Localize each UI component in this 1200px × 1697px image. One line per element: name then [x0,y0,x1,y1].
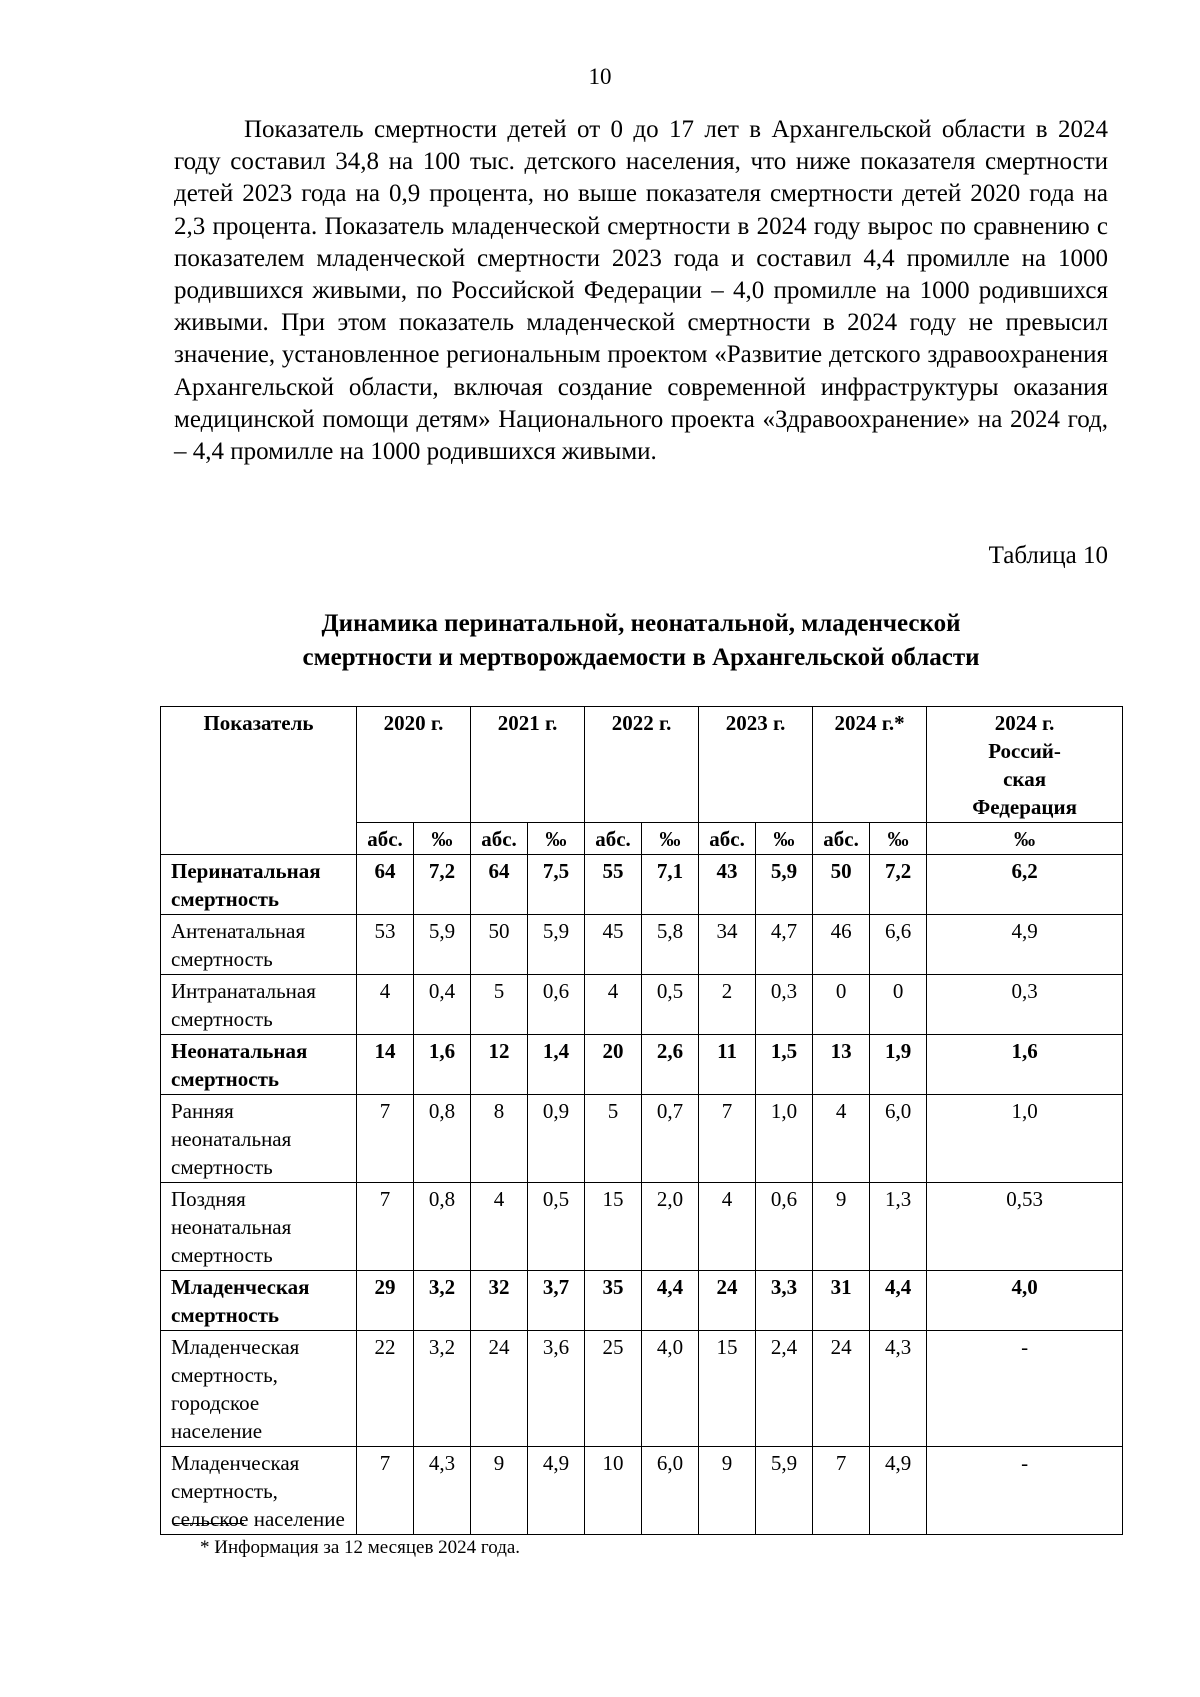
cell-russia: - [927,1447,1123,1535]
page-number: 10 [588,64,612,89]
row-label: Младенческая смертность, городское население [161,1331,357,1447]
cell-russia: 6,2 [927,855,1123,915]
header-russia-line-1: 2024 г. [994,711,1055,735]
cell-permille: 0,6 [528,975,585,1035]
row-label: Младенческая смертность, сельское население [161,1447,357,1535]
table-row [161,855,1123,915]
cell-permille: 2,6 [642,1035,699,1095]
header-year-2024: 2024 г.* [813,707,927,823]
cell-permille: 0,6 [756,1183,813,1271]
mortality-table [160,706,1123,1535]
cell-abs: 24 [699,1271,756,1331]
cell-abs: 7 [357,1183,414,1271]
table-row [161,1183,1123,1271]
row-label: Антенатальная смертность [161,915,357,975]
header-russia-line-4: Федерация [972,795,1077,819]
cell-permille: 3,2 [414,1331,471,1447]
cell-permille: 0,8 [414,1095,471,1183]
cell-permille: 1,4 [528,1035,585,1095]
cell-permille: 4,4 [642,1271,699,1331]
cell-permille: 5,9 [756,855,813,915]
body-paragraph: Показатель смертности детей от 0 до 17 лет в Архангельской области в 2024 году составил 34,8 на 100 тыс. детского населения, что ниже показателя смертности детей 2023 года на 0,9 процента, но выше показателя смертности детей 2020 года на 2,3 процента. Показатель младенческой смертности в 2024 году вырос по сравнению с показателем младенческой смертности 2023 года и составил 4,4 промилле на 1000 родившихся живыми, по Российской Федерации – 4,0 промилле на 1000 родившихся живыми. При этом показатель младенческой смертности в 2024 году не превысил значение, установленное региональным проектом «Развитие детского здравоохранения Архангельской области, включая создание современной инфраструктуры оказания медицинской помощи детям» Национального проекта «Здравоохранение» на 2024 год, – 4,4 промилле на 1000 родившихся живыми. [174,116,1108,466]
cell-abs: 4 [471,1183,528,1271]
cell-permille: 0,9 [528,1095,585,1183]
row-label: Поздняя неонатальная смертность [161,1183,357,1271]
cell-russia: 1,6 [927,1035,1123,1095]
footnote: * Информация за 12 месяцев 2024 года. [200,1537,521,1558]
cell-permille: 1,5 [756,1035,813,1095]
header-year-2023: 2023 г. [699,707,813,823]
cell-permille: 2,4 [756,1331,813,1447]
table-row [161,915,1123,975]
table-label: Таблица 10 [988,542,1108,569]
cell-abs: 24 [813,1331,870,1447]
row-label: Ранняя неонатальная смертность [161,1095,357,1183]
cell-permille: 5,9 [528,915,585,975]
cell-abs: 5 [471,975,528,1035]
cell-abs: 24 [471,1331,528,1447]
cell-abs: 4 [699,1183,756,1271]
cell-abs: 5 [585,1095,642,1183]
cell-abs: 10 [585,1447,642,1535]
cell-abs: 45 [585,915,642,975]
cell-permille: 0,4 [414,975,471,1035]
subheader-abs: абс. [813,823,870,855]
cell-abs: 29 [357,1271,414,1331]
cell-permille: 0,5 [642,975,699,1035]
table-row [161,1331,1123,1447]
table-row [161,1095,1123,1183]
cell-permille: 1,3 [870,1183,927,1271]
cell-permille: 6,0 [642,1447,699,1535]
table-title-line-2: смертности и мертворождаемости в Архангельской области [302,644,980,671]
cell-abs: 4 [357,975,414,1035]
cell-abs: 46 [813,915,870,975]
cell-abs: 7 [699,1095,756,1183]
cell-permille: 4,4 [870,1271,927,1331]
subheader-abs: абс. [357,823,414,855]
table-row [161,1447,1123,1535]
cell-abs: 2 [699,975,756,1035]
header-russia-line-2: Россий- [988,739,1061,763]
cell-permille: 6,0 [870,1095,927,1183]
cell-russia: 4,9 [927,915,1123,975]
subheader-permille: ‰ [642,823,699,855]
cell-permille: 7,5 [528,855,585,915]
cell-permille: 5,9 [414,915,471,975]
cell-abs: 9 [813,1183,870,1271]
cell-permille: 0,8 [414,1183,471,1271]
cell-permille: 1,9 [870,1035,927,1095]
cell-russia: 0,53 [927,1183,1123,1271]
cell-abs: 34 [699,915,756,975]
cell-permille: 6,6 [870,915,927,975]
cell-permille: 5,8 [642,915,699,975]
cell-abs: 0 [813,975,870,1035]
header-year-2021: 2021 г. [471,707,585,823]
subheader-permille: ‰ [414,823,471,855]
cell-abs: 15 [699,1331,756,1447]
footnote-divider [174,1523,244,1524]
row-label: Неонатальная смертность [161,1035,357,1095]
cell-permille: 5,9 [756,1447,813,1535]
cell-permille: 0 [870,975,927,1035]
cell-abs: 64 [471,855,528,915]
cell-permille: 7,1 [642,855,699,915]
cell-abs: 12 [471,1035,528,1095]
cell-permille: 3,7 [528,1271,585,1331]
cell-permille: 1,0 [756,1095,813,1183]
header-russia-2024 [927,707,1123,823]
cell-abs: 15 [585,1183,642,1271]
row-label: Интранатальная смертность [161,975,357,1035]
cell-abs: 4 [585,975,642,1035]
cell-abs: 50 [471,915,528,975]
cell-permille: 4,3 [870,1331,927,1447]
header-indicator: Показатель [161,707,357,855]
table-row [161,1271,1123,1331]
cell-permille: 4,9 [870,1447,927,1535]
header-year-2022: 2022 г. [585,707,699,823]
cell-permille: 0,3 [756,975,813,1035]
cell-abs: 7 [357,1447,414,1535]
cell-abs: 7 [813,1447,870,1535]
cell-abs: 35 [585,1271,642,1331]
cell-abs: 14 [357,1035,414,1095]
subheader-abs: абс. [699,823,756,855]
cell-russia: 0,3 [927,975,1123,1035]
cell-abs: 43 [699,855,756,915]
cell-permille: 0,5 [528,1183,585,1271]
cell-abs: 32 [471,1271,528,1331]
table-body [161,855,1123,1535]
cell-permille: 1,6 [414,1035,471,1095]
subheader-abs: абс. [471,823,528,855]
cell-abs: 25 [585,1331,642,1447]
cell-abs: 55 [585,855,642,915]
cell-permille: 0,7 [642,1095,699,1183]
cell-abs: 8 [471,1095,528,1183]
cell-abs: 50 [813,855,870,915]
header-year-2020: 2020 г. [357,707,471,823]
cell-permille: 4,3 [414,1447,471,1535]
cell-russia: - [927,1331,1123,1447]
table-row [161,1035,1123,1095]
row-label: Перинатальная смертность [161,855,357,915]
cell-permille: 7,2 [870,855,927,915]
table-row [161,975,1123,1035]
cell-permille: 3,3 [756,1271,813,1331]
cell-russia: 1,0 [927,1095,1123,1183]
cell-abs: 9 [471,1447,528,1535]
cell-abs: 20 [585,1035,642,1095]
cell-abs: 9 [699,1447,756,1535]
subheader-permille: ‰ [870,823,927,855]
cell-permille: 3,6 [528,1331,585,1447]
cell-abs: 4 [813,1095,870,1183]
cell-permille: 4,7 [756,915,813,975]
row-label: Младенческая смертность [161,1271,357,1331]
cell-permille: 3,2 [414,1271,471,1331]
subheader-permille: ‰ [927,823,1123,855]
cell-abs: 13 [813,1035,870,1095]
cell-abs: 11 [699,1035,756,1095]
cell-permille: 4,0 [642,1331,699,1447]
cell-abs: 64 [357,855,414,915]
cell-abs: 53 [357,915,414,975]
subheader-abs: абс. [585,823,642,855]
table-title-line-1: Динамика перинатальной, неонатальной, младенческой [321,610,961,637]
cell-abs: 31 [813,1271,870,1331]
table-title [160,607,1122,675]
cell-abs: 22 [357,1331,414,1447]
cell-russia: 4,0 [927,1271,1123,1331]
subheader-permille: ‰ [528,823,585,855]
cell-permille: 7,2 [414,855,471,915]
subheader-permille: ‰ [756,823,813,855]
cell-permille: 4,9 [528,1447,585,1535]
cell-abs: 7 [357,1095,414,1183]
header-russia-line-3: ская [1003,767,1047,791]
cell-permille: 2,0 [642,1183,699,1271]
